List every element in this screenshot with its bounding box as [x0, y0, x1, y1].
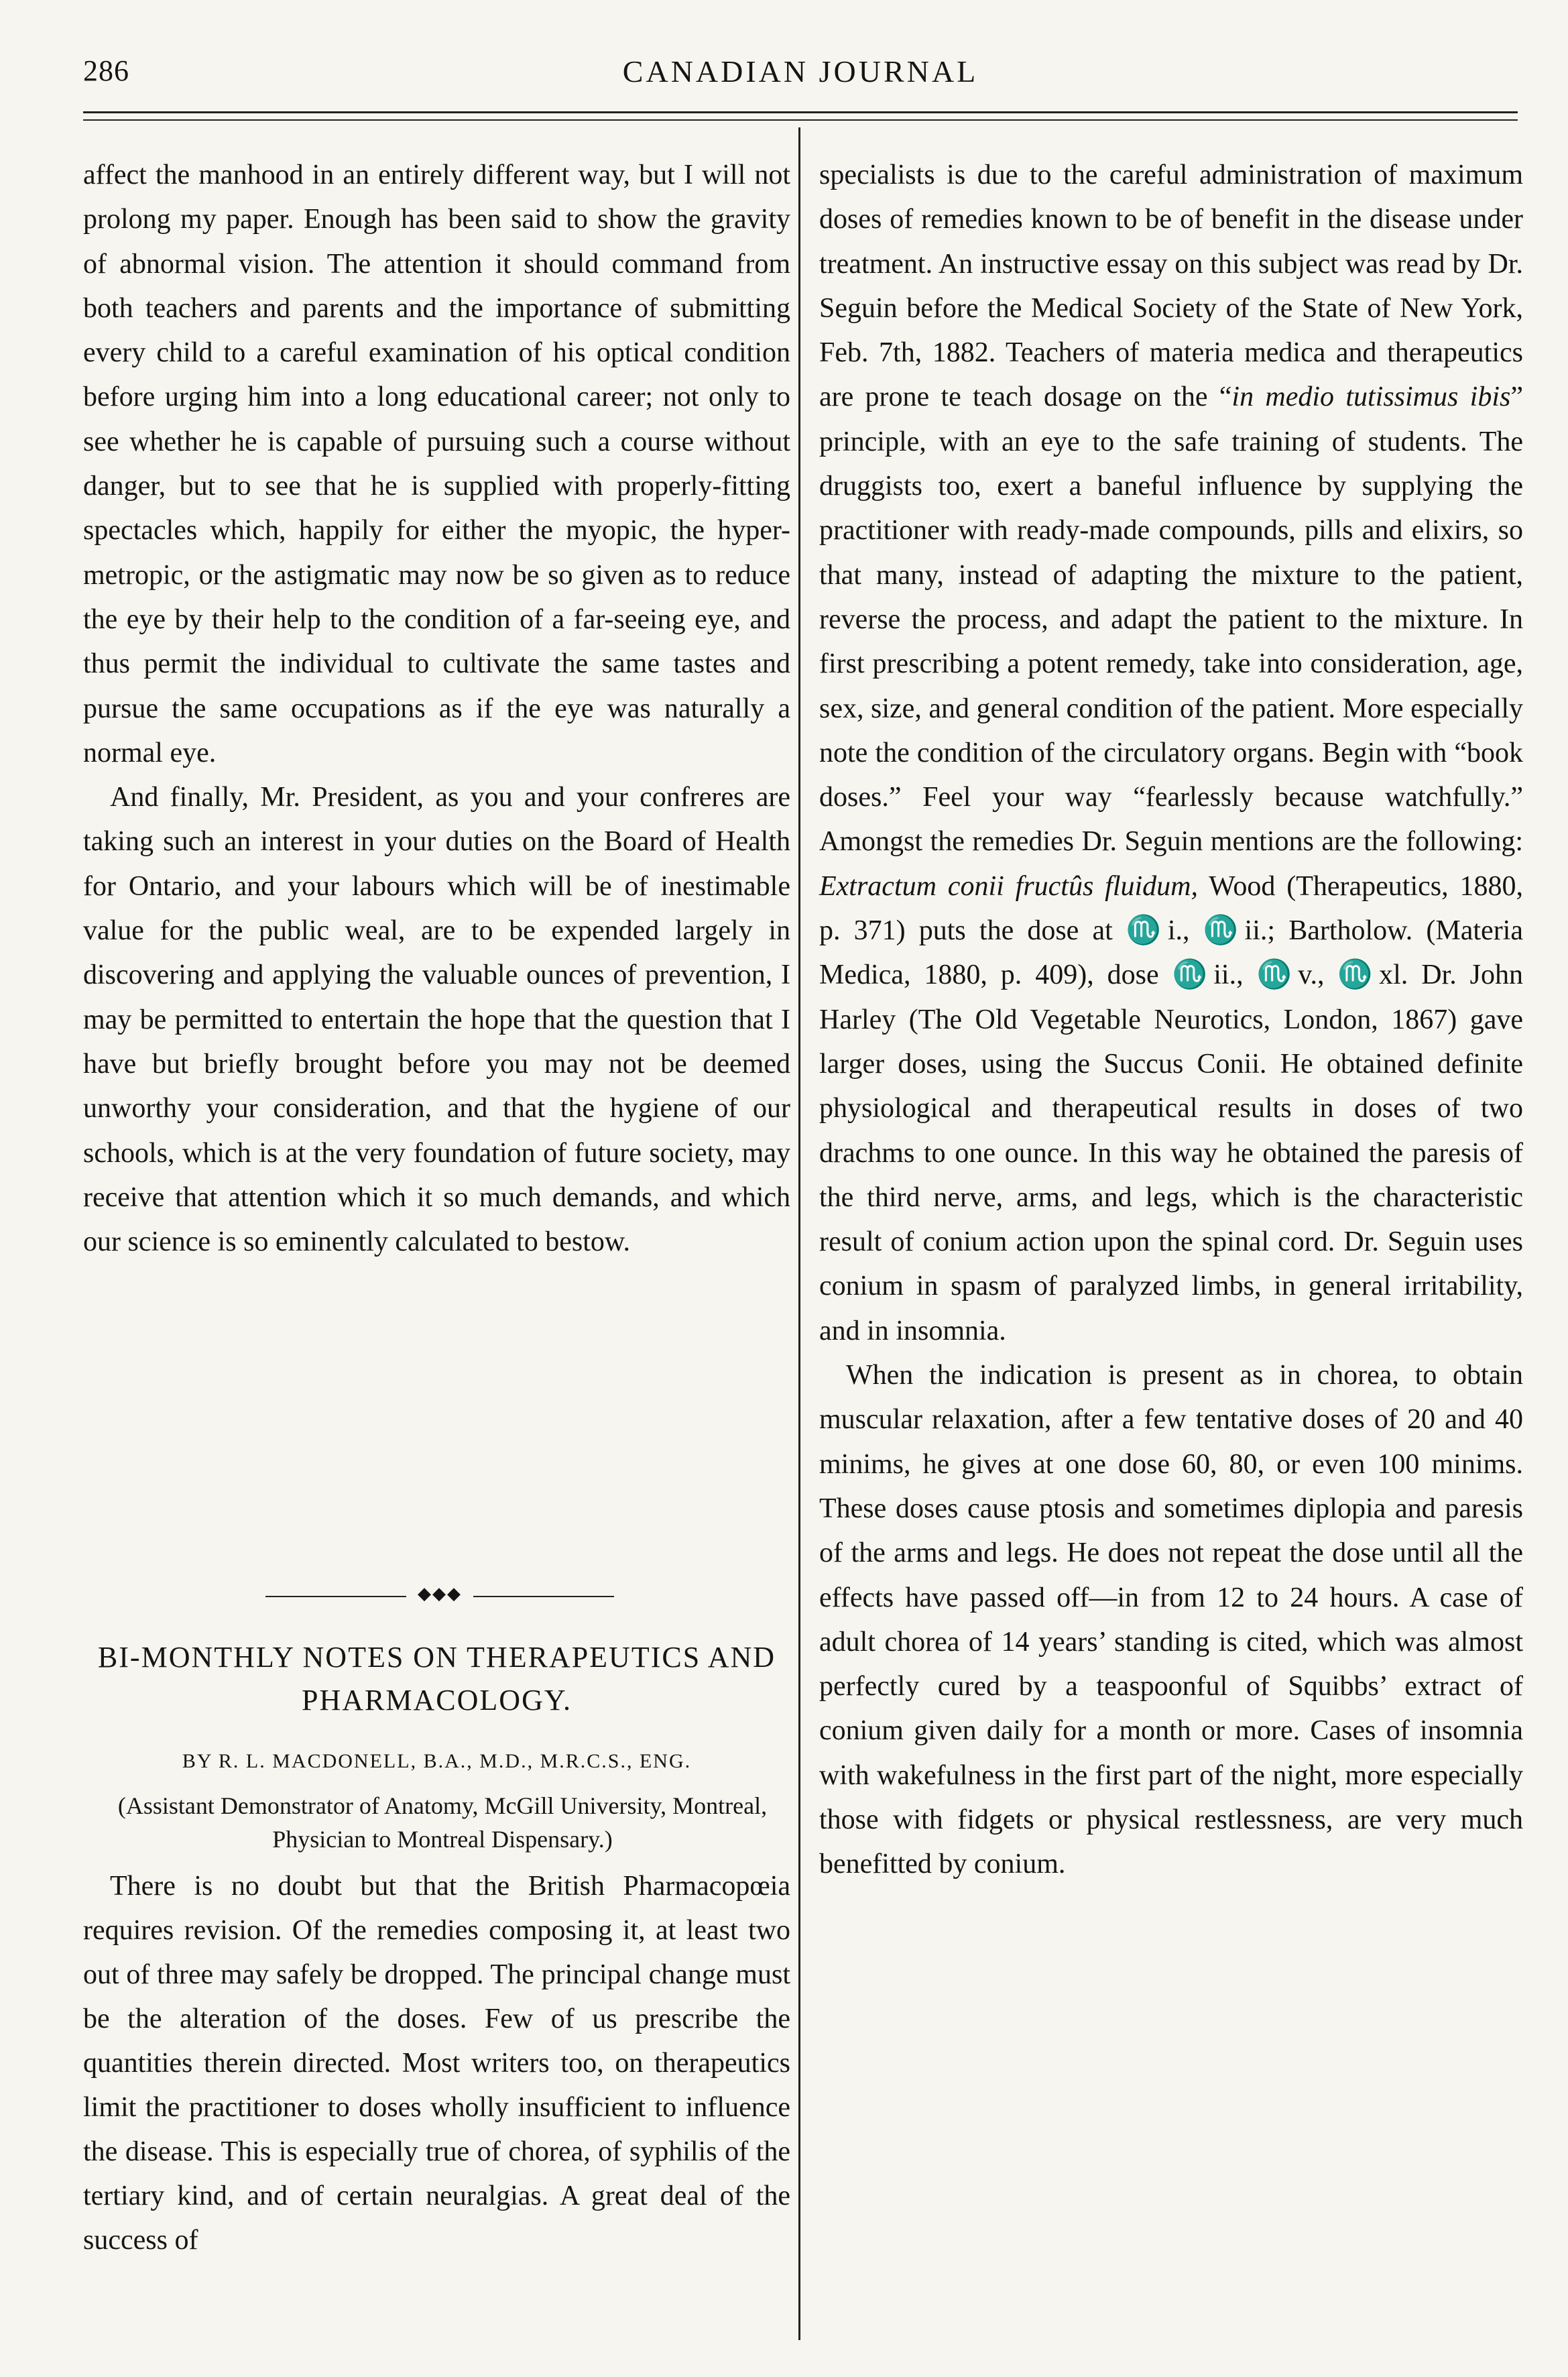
- left-paragraph-1: affect the manhood in an entirely different way, but I will not prolong my paper. Enough has been said to show the gravity of abnormal vision. The attention it should command from both teachers and parents and the importance of submitting every child to a careful examination of his optical condition before urging him into a long educational career; not only to see whether he is capable of pursuing such a course without danger, but to see that he is supplied with properly-fitting spectacles which, happily for either the myopic, the hyper-metropic, or the astigmatic may now be so given as to reduce the eye by their help to the condition of a far-seeing eye, and thus permit the individual to cultivate the same tastes and pursue the same occupations as if the eye was naturally a normal eye.: [83, 160, 790, 768]
- column-divider: [798, 127, 800, 2340]
- right-paragraph-1-part-a: specialists is due to the careful administration of maximum doses of remedies known to be of benefit in the disease under treatment. An instructive essay on this subject was read by Dr. Seguin before the Medical Society of the State of New York, Feb. 7th, 1882. Teachers of materia medica and therapeutics are prone te teach dosage on the “: [819, 160, 1523, 413]
- latin-phrase: in medio tutissimus ibis: [1231, 382, 1511, 413]
- right-paragraph-2: When the indication is present as in chorea, to obtain muscular relaxation, after a few tentative doses of 20 and 40 minims, he gives at one dose 60, 80, or even 100 minims. These doses cause ptosis and sometimes diplopia and paresis of the arms and legs. He does not repeat the dose until all the effects have passed off—in from 12 to 24 hours. A case of adult chorea of 14 years’ standing is cited, which was almost perfectly cured by a teaspoonful of Squibbs’ extract of conium given daily for a month or more. Cases of insomnia with wakefulness in the first part of the night, more especially those with fidgets or physical restlessness, are very much benefitted by conium.: [819, 1360, 1523, 1880]
- right-paragraph-1-part-c: Wood (Therapeutics, 1880, p. 371) puts the dose at ♏i., ♏ii.; Bartholow. (Materia Medica, 1880, p. 409), dose ♏ii., ♏v., ♏xl. Dr. John Harley (The Old Vegetable Neurotics, London, 1867) gave larger doses, using the Succus Conii. He obtained definite physiological and therapeutical results in doses of two drachms to one ounce. In this way he obtained the paresis of the third nerve, arms, and legs, which is the characteristic result of conium action upon the spinal cord. Dr. Seguin uses conium in spasm of paralyzed limbs, in general irritability, and in insomnia.: [819, 870, 1523, 1346]
- author-byline: BY R. L. MACDONELL, B.A., M.D., M.R.C.S., ENG.: [182, 1750, 692, 1772]
- left-paragraph-2: And finally, Mr. President, as you and your confreres are taking such an interest in your duties on the Board of Health for Ontario, and your labours which will be of inestimable value for the public weal, are to be expended largely in discovering and applying the valuable ounces of prevention, I may be permitted to entertain the hope that the question that I have but briefly brought before you may not be deemed unworthy your consideration, and that the hygiene of our schools, which is at the very foundation of future society, may receive that attention which it so much demands, and which our science is so eminently calculated to bestow.: [83, 782, 790, 1258]
- running-title: CANADIAN JOURNAL: [622, 54, 979, 89]
- right-paragraph-1-part-b: ” principle, with an eye to the safe training of students. The druggists too, exert a baneful influence by supplying the practitioner with ready-made compounds, pills and elixirs, so that many, instead of adapting the mixture to the patient, reverse the process, and adapt the patient to the mixture. In first prescribing a potent remedy, take into consideration, age, sex, size, and general condition of the patient. More especially note the condition of the circulatory organs. Begin with “book doses.” Feel your way “fearlessly because watchfully.” Amongst the remedies Dr. Seguin mentions are the following:: [819, 382, 1523, 858]
- section-heading: BI-MONTHLY NOTES ON THERAPEUTICS AND PHARMACOLOGY.: [97, 1641, 776, 1717]
- left-column: [83, 153, 790, 1264]
- left-article-body: [83, 1864, 790, 2262]
- author-affiliation: (Assistant Demonstrator of Anatomy, McGill University, Montreal, Physician to Montreal Dispensary.): [117, 1792, 768, 1853]
- left-paragraph-3: There is no doubt but that the British Pharmacopœia requires revision. Of the remedies composing it, at least two out of three may safely be dropped. The principal change must be the alteration of the doses. Few of us prescribe the quantities therein directed. Most writers too, on therapeutics limit the practitioner to doses wholly insufficient to influence the disease. This is especially true of chorea, of syphilis of the tertiary kind, and of certain neuralgias. A great deal of the success of: [83, 1871, 790, 2256]
- page-header: [83, 54, 1518, 109]
- ornament-line-left: [265, 1596, 406, 1597]
- remedy-name: Extractum conii fructûs fluidum,: [819, 870, 1199, 902]
- right-column: [819, 153, 1523, 1887]
- ornament-line-right: [473, 1596, 614, 1597]
- header-rule-thin: [83, 119, 1518, 121]
- header-rule: [83, 111, 1518, 113]
- page-number: 286: [83, 54, 129, 87]
- right-paragraph-1: [819, 153, 1523, 1353]
- section-ornament: [265, 1584, 614, 1604]
- ornament-diamonds: ◆◆◆: [418, 1584, 462, 1603]
